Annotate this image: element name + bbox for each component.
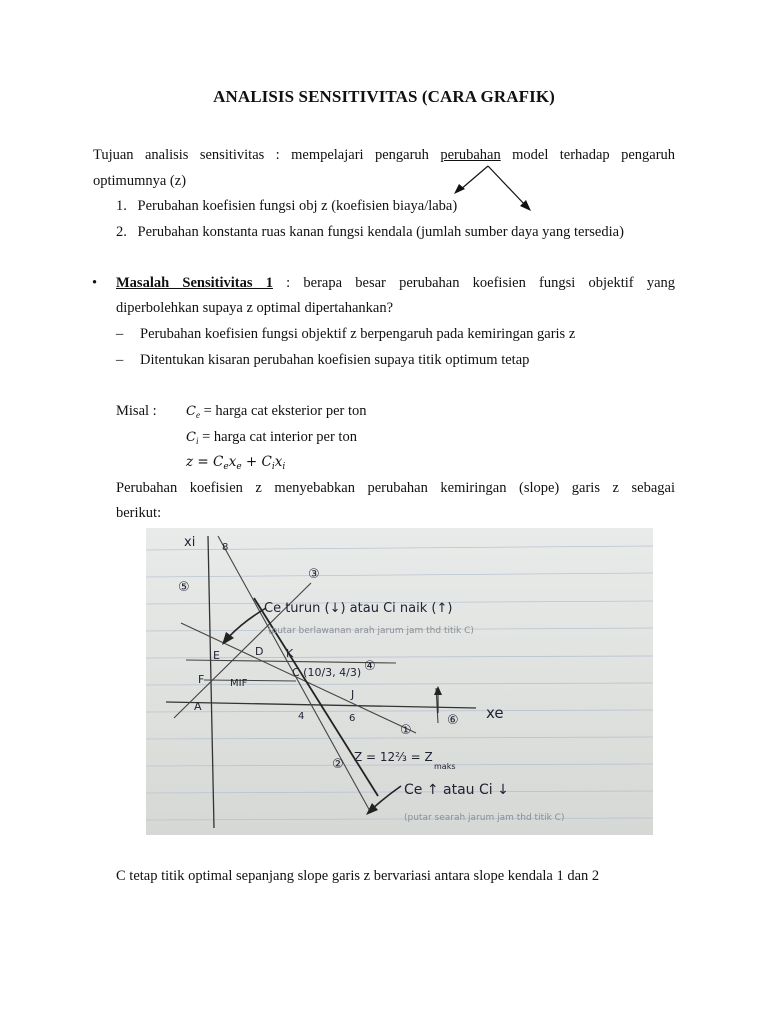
sketch-point-a: A [194,700,202,713]
z-term-xe: x [228,454,237,470]
sketch-circled-6: ⑥ [447,713,459,728]
sketch-circled-3: ③ [308,567,320,582]
numbered-item-1-number: 1. [116,198,127,214]
bullet-heading: Masalah Sensitivitas 1 [116,275,273,291]
arrow-left-line [460,166,488,190]
dash-item-2 [116,351,530,369]
ci-subscript: i [195,436,199,446]
sketch-point-d: D [255,645,264,658]
z-term-xi-sub: i [282,462,286,472]
numbered-item-2 [116,223,624,241]
intro-underlined-word: perubahan [440,147,501,163]
sketch-axis-x: xe [486,704,504,722]
sketch-region-label: MIF [230,678,248,689]
sketch-circled-2: ② [332,757,344,772]
dash-item-1 [116,325,576,343]
numbered-item-2-text: Perubahan konstanta ruas kanan fungsi kendala (jumlah sumber daya yang tersedia) [137,224,624,240]
sketch-circled-5: ⑤ [178,580,190,595]
intro-text-post: model terhadap pengaruh [512,147,676,163]
page-title: ANALISIS SENSITIVITAS (CARA GRAFIK) [213,87,555,106]
sketch-tick-6: 6 [349,713,356,724]
ci-symbol: C [186,430,196,445]
sketch-tick-4: 4 [298,711,305,722]
numbered-item-1-text: Perubahan koefisien fungsi obj z (koefisien biaya/laba) [137,198,458,214]
z-plus: + [241,454,262,470]
z-term-ce: C [213,454,224,470]
slope-line-2: berikut: [116,505,162,521]
sketch-circled-4: ④ [364,659,376,674]
sketch-drawing [146,528,653,835]
sketch-z-sub: maks [434,762,456,771]
intro-text-pre: Tujuan analisis sensitivitas : mempelajari pengaruh [93,147,429,163]
dash-mark-2: – [116,352,124,368]
rotation-arrow-down [371,786,401,810]
ci-definition: = harga cat interior per ton [202,429,357,445]
sketch-point-f: F [198,673,205,686]
misal-ci-line [186,428,357,450]
numbered-item-2-number: 2. [116,224,127,240]
sketch-point-e: E [213,649,220,662]
sketch-point-c: C (10/3, 4/3) [292,666,362,679]
z-eq-lhs: z = [186,454,214,470]
sketch-axis-y: xi [184,535,196,550]
notebook-lines [146,546,653,820]
z-term-ce-sub: e [223,462,229,472]
sketch-tick-8: 8 [222,542,229,553]
misal-ce-line [186,402,367,424]
arrow-right-line [488,166,526,206]
bullet-mark: • [92,275,98,291]
sketch-circled-1: ① [400,723,412,738]
dash-mark-1: – [116,326,124,342]
sketch-note-top: Ce turun (↓) atau Ci naik (↑) [264,601,453,616]
z-term-ci-sub: i [271,462,275,472]
sketch-z-label: Z = 12⅔ = Z [354,750,433,764]
slope-line-1: Perubahan koefisien z menyebabkan perubahan kemiringan (slope) garis z sebagai [116,480,675,496]
z-term-xe-sub: e [236,462,242,472]
z-equation [186,453,285,476]
small-up-arrow-head [434,686,442,695]
intro-line-2: optimumnya (z) [93,173,187,189]
sketch-note-top-faint: (putar berlawanan arah jarum jam thd titik C) [268,626,474,636]
ce-definition: = harga cat eksterior per ton [203,403,367,419]
z-term-xi: x [274,454,283,470]
ce-subscript: e [195,410,200,420]
bullet-line-2: diperbolehkan supaya z optimal dipertahankan? [116,300,394,316]
z-term-ci: C [261,454,272,470]
dash-item-2-text: Ditentukan kisaran perubahan koefisien supaya titik optimum tetap [140,352,530,368]
sketch-point-j: J [351,688,355,701]
numbered-item-1 [116,197,457,215]
sketch-point-k: K [286,647,294,660]
misal-label: Misal : [116,403,157,419]
bullet-line-1 [116,274,675,292]
sketch-note-bottom: Ce ↑ atau Ci ↓ [404,782,509,798]
arrow-left-head [454,184,465,194]
bullet-line-1-text: : berapa besar perubahan koefisien fungsi objektif yang [286,275,675,291]
handwritten-sketch-photo [146,528,653,835]
sketch-note-bottom-faint: (putar searah jarum jam thd titik C) [404,813,565,823]
region-boundary [204,680,296,681]
intro-line-1 [93,146,675,164]
ce-symbol: C [186,404,196,419]
conclusion-text: C tetap titik optimal sepanjang slope garis z bervariasi antara slope kendala 1 dan 2 [116,868,600,884]
dash-item-1-text: Perubahan koefisien fungsi objektif z berpengaruh pada kemiringan garis z [140,326,576,342]
